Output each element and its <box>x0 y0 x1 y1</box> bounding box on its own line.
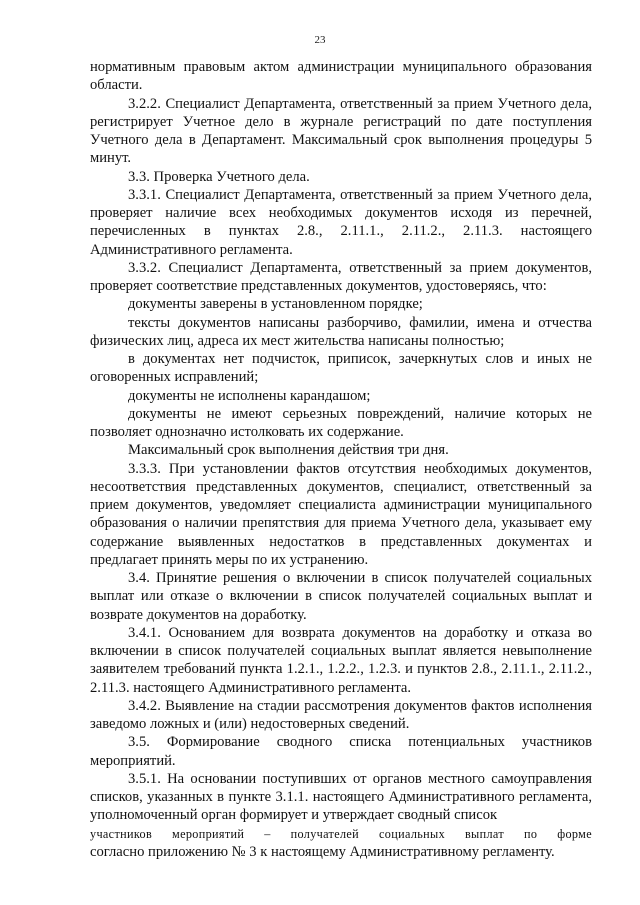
paragraph: Максимальный срок выполнения действия три дня. <box>128 442 449 459</box>
list-item: документы не исполнены карандашом; <box>128 387 371 404</box>
paragraph: 3.3.3. При установлении фактов отсутствия необходимых документов, несоответствия представленных документов, специалист, ответственный за прием документов, уведомляет специалиста администрации муниципального образования о наличии препятствия для приема Учетного дела, указывает ему содержание выявленных недостатков в представленных документах и предлагает принять меры по их устранению. <box>90 460 592 568</box>
paragraph: 3.5.1. На основании поступивших от органов местного самоуправления списков, указанных в пункте 3.1.1. настоящего Административного регламента, уполномоченный орган формирует и утверждает сводный список <box>90 770 592 824</box>
stamped-line: участников мероприятий – получателей социальных выплат по форме <box>90 826 592 841</box>
paragraph: 3.4.1. Основанием для возврата документов на доработку и отказа во включении в список получателей социальных выплат является невыполнение заявителем требований пункта 1.2.1., 1.2.2., 1.2.3. и пунктов 2.8., 2.11.1., 2.11.2., 2.11.3. настоящего Административного регламента. <box>90 624 592 696</box>
list-item: документы заверены в установленном порядке; <box>128 296 423 313</box>
last-line: согласно приложению № 3 к настоящему Административному регламенту. <box>90 843 555 860</box>
paragraph: 3.2.2. Специалист Департамента, ответственный за прием Учетного дела, регистрирует Учетное дело в журнале регистраций по дате поступления Учетного дела в Департамент. Максимальный срок выполнения процедуры 5 минут. <box>90 95 592 167</box>
list-item: в документах нет подчисток, приписок, зачеркнутых слов и иных не оговоренных исправлений; <box>90 351 592 386</box>
paragraph: нормативным правовым актом администрации муниципального образования области. <box>90 59 592 94</box>
paragraph: 3.3.2. Специалист Департамента, ответственный за прием документов, проверяет соответствие представленных документов, удостоверяясь, что: <box>90 259 592 294</box>
page-number: 23 <box>314 34 326 46</box>
paragraph: 3.4.2. Выявление на стадии рассмотрения документов фактов исполнения заведомо ложных и (или) недостоверных сведений. <box>90 697 592 732</box>
document-body <box>90 58 592 861</box>
section-heading: 3.3. Проверка Учетного дела. <box>128 168 310 185</box>
list-item: тексты документов написаны разборчиво, фамилии, имена и отчества физических лиц, адреса их мест жительства написаны полностью; <box>90 314 592 349</box>
paragraph: 3.3.1. Специалист Департамента, ответственный за прием Учетного дела, проверяет наличие всех необходимых документов исходя из перечней, перечисленных в пунктах 2.8., 2.11.1., 2.11.2., 2.11.3. настоящего Административного регламента. <box>90 186 592 258</box>
section-heading: 3.4. Принятие решения о включении в список получателей социальных выплат или отказе о включении в список получателей социальных выплат и возврате документов на доработку. <box>90 570 592 623</box>
section-heading: 3.5. Формирование сводного списка потенциальных участников мероприятий. <box>90 734 592 769</box>
list-item: документы не имеют серьезных повреждений, наличие которых не позволяет однозначно истолковать их содержание. <box>90 405 592 440</box>
paragraph-continuation <box>90 825 592 862</box>
